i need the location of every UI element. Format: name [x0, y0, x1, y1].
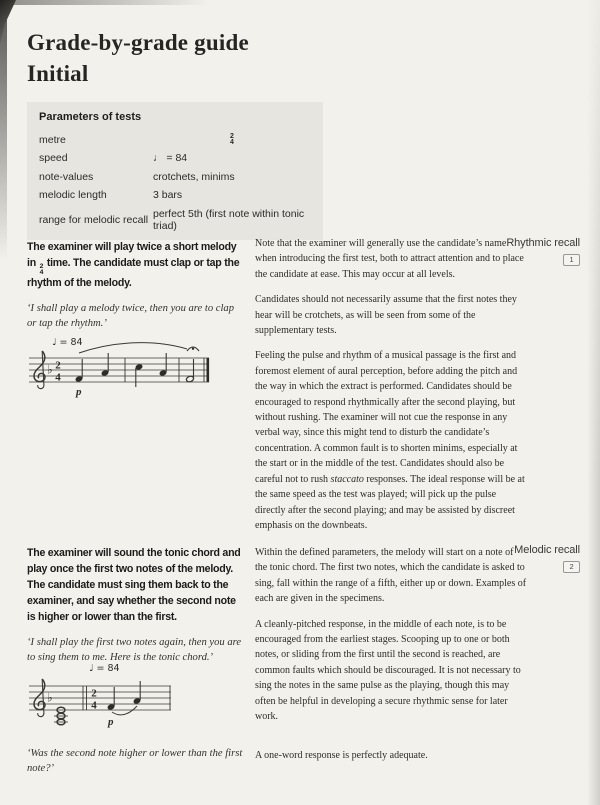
param-label-metre: metre — [39, 133, 66, 146]
margin-label-text: Melodic recall — [514, 544, 580, 556]
dynamic-marking: p — [76, 386, 82, 398]
tempo-marking: ♩ = 84 — [52, 337, 83, 348]
param-value-range: perfect 5th (first note within tonic triad) — [153, 207, 305, 232]
note-minim — [186, 359, 195, 383]
section2-bottom-right-block — [255, 748, 527, 763]
paragraph: Within the defined parameters, the melody will start on a note of the tonic chord. The first two notes, which the candidate is asked to sing, fall within the range of a fifth, either up or down. Examples of each are given in the specimens. — [255, 547, 527, 605]
paragraph: Note that the examiner will generally use the candidate’s name when introducing the first test, both to attract attention and to place the candidate at ease. This may occur at all levels. — [255, 238, 524, 280]
section2-instruction: The examiner will sound the tonic chord and play once the first two notes of the melody. The candidate must sing them back to the examiner, and say whether the second note is higher or lower than the first. — [27, 547, 241, 623]
music-example-rhythmic — [27, 334, 219, 414]
paragraph: A cleanly-pitched response, in the middle of each note, is to be encouraged from the earliest stages. Scooping up to one or both notes, or sliding from the first until the second is reached, are common faults which should be discouraged. It is not necessary to sing the notes in the same pulse as the playing, though this may often be helpful in developing a secure rhythmic sense for later work. — [255, 618, 521, 723]
slur — [79, 343, 187, 353]
fermata-icon — [187, 347, 199, 351]
param-label-melodic-length: melodic length — [39, 189, 107, 201]
italic-term: staccato — [330, 473, 364, 485]
paragraph: Feeling the pulse and rhythm of a musical passage is the first and foremost element of aural perception, before adding the pitch and the way in which the extract is performed. Candidates should be encouraged to respond rhythmically after the second playing, but without rushing. The examiner will not cue the response in any verbal way, since this might tend to disturb the candidate’s concentration. A common fault is to shorten minims, especially at the start or in the middle of the test. Candidates should also be careful not to rush staccato responses. The ideal response will be at the same speed as the test was played; will pick up the pulse directly after the second playing; and may be assisted by discreet emphasis on the downbeats. — [255, 350, 525, 531]
param-label-note-values: note-values — [39, 170, 94, 183]
track-number-badge: 2 — [563, 561, 580, 573]
note-crotchet — [159, 353, 168, 377]
table-row — [39, 183, 311, 202]
flat-sign-icon: ♭ — [47, 690, 53, 705]
section1-instruction: The examiner will play twice a short melody in 2 4 time. The candidate must clap or tap the rhythm of the melody. — [27, 241, 240, 290]
scan-edge-right — [587, 0, 600, 805]
section1-left-column — [27, 239, 245, 331]
param-value-speed: ♩ = 84 — [153, 152, 188, 164]
param-value-melodic-length: 3 bars — [153, 189, 183, 201]
page-title — [27, 27, 249, 89]
table-row — [39, 127, 311, 146]
flat-sign-icon: ♭ — [47, 362, 53, 377]
music-staff-1 — [27, 334, 219, 414]
table-row — [39, 201, 311, 232]
music-staff-2 — [27, 658, 179, 748]
paragraph: Candidates should not necessarily assume that the first notes they hear will be crotchets, as will be seen from some of the supplementary tests. — [255, 294, 517, 337]
page-title-line1: Grade-by-grade guide — [27, 30, 249, 55]
page-title-line2: Initial — [27, 61, 89, 86]
note-crotchet — [75, 359, 84, 383]
param-value-note-values: crotchets, minims — [153, 170, 235, 183]
section2-left-column — [27, 545, 245, 665]
section1-examiner-quote: ‘I shall play a melody twice, then you are to clap or tap the rhythm.’ — [27, 303, 235, 330]
note-crotchet — [107, 687, 116, 711]
margin-label-text: Rhythmic recall — [506, 237, 580, 249]
section2-right-column — [255, 545, 527, 724]
param-label-speed: speed — [39, 152, 68, 164]
table-row — [39, 164, 311, 183]
final-barline-thick — [207, 358, 210, 382]
dynamic-marking: p — [108, 716, 114, 728]
music-example-melodic — [27, 658, 179, 748]
time-signature-denominator: 4 — [55, 371, 61, 384]
param-label-range: range for melodic recall — [39, 213, 149, 226]
inline-metre-fraction: 2 4 — [39, 263, 44, 276]
time-signature-numerator: 2 — [55, 359, 61, 372]
note-crotchet — [133, 681, 142, 705]
parameters-table — [27, 102, 323, 240]
slur — [112, 706, 137, 715]
param-value-metre: 2 4 — [230, 132, 234, 146]
table-row — [39, 146, 311, 165]
section2-bottom-quote-block — [27, 746, 245, 776]
one-word-response-note: A one-word response is perfectly adequate. — [255, 750, 428, 761]
time-signature-numerator: 2 — [91, 687, 97, 700]
scan-edge-top — [0, 0, 210, 5]
note-crotchet — [101, 353, 110, 377]
track-number-badge: 1 — [563, 254, 580, 266]
parameters-header: Parameters of tests — [39, 111, 142, 123]
tempo-marking: ♩ = 84 — [89, 663, 120, 674]
section2-examiner-quote: ‘I shall play the first two notes again, then you are to sing them to me. Here is the tonic chord.’ — [27, 637, 242, 663]
section1-right-column — [255, 236, 527, 533]
time-signature-denominator: 4 — [91, 699, 97, 712]
section2-bottom-quote: ‘Was the second note higher or lower than the first note?’ — [27, 748, 243, 774]
note-crotchet — [135, 363, 144, 387]
